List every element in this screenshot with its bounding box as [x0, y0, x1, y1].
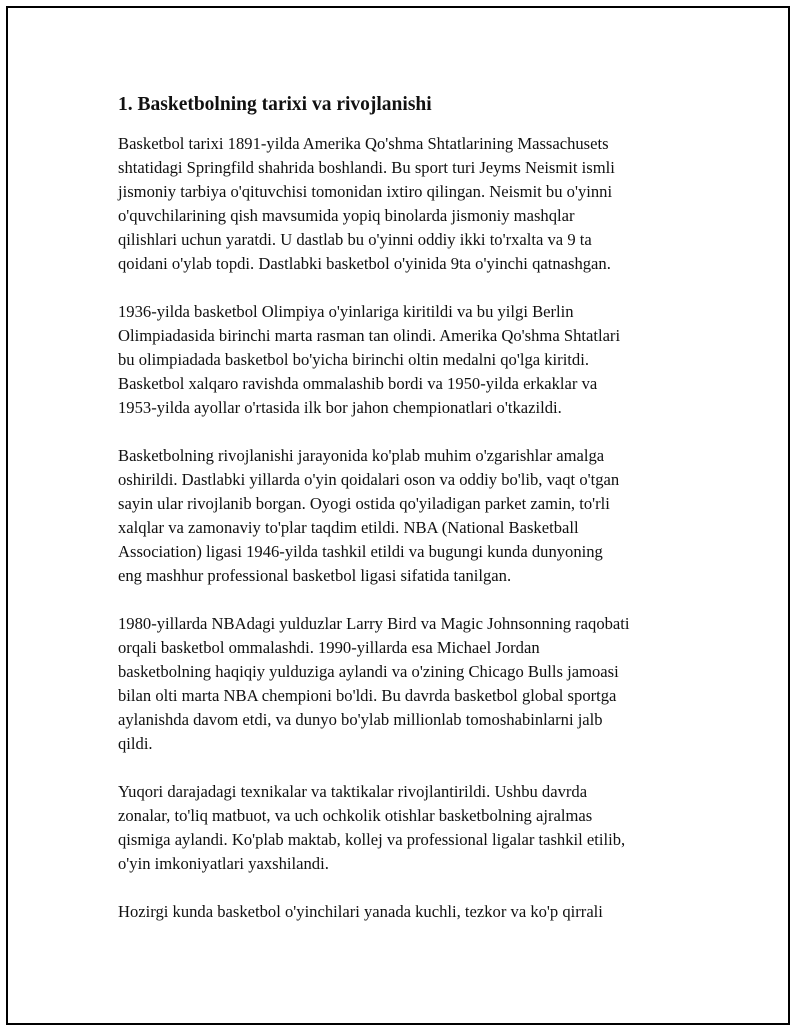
text-line: Olimpiadasida birinchi marta rasman tan olindi. Amerika Qo'shma Shtatlari — [118, 326, 621, 345]
text-line: qilishlari uchun yaratdi. U dastlab bu o'yinni oddiy ikki to'rxalta va 9 ta — [118, 230, 592, 249]
paragraph-tactics — [118, 780, 688, 876]
text-line: jismoniy tarbiya o'qituvchisi tomonidan ixtiro qilingan. Neismit bu o'yinni — [118, 182, 613, 201]
text-line: 1980-yillarda NBAdagi yulduzlar Larry Bird va Magic Johnsonning raqobati — [118, 614, 630, 633]
section-heading: 1. Basketbolning tarixi va rivojlanishi — [118, 94, 432, 115]
text-line: sayin ular rivojlanib borgan. Oyogi ostida qo'yiladigan parket zamin, to'rli — [118, 494, 610, 513]
text-line: qildi. — [118, 734, 153, 753]
paragraph-olympics — [118, 300, 688, 420]
text-line: orqali basketbol ommalashdi. 1990-yillarda esa Michael Jordan — [118, 638, 540, 657]
text-line: oshirildi. Dastlabki yillarda o'yin qoidalari oson va oddiy bo'lib, vaqt o'tgan — [118, 470, 620, 489]
text-line: eng mashhur professional basketbol ligasi sifatida tanilgan. — [118, 566, 512, 585]
paragraph-modern — [118, 900, 688, 924]
text-line: 1953-yilda ayollar o'rtasida ilk bor jahon chempionatlari o'tkazildi. — [118, 398, 562, 417]
paragraph-development — [118, 444, 688, 588]
text-line: shtatidagi Springfild shahrida boshlandi. Bu sport turi Jeyms Neismit ismli — [118, 158, 615, 177]
text-line: bilan olti marta NBA chempioni bo'ldi. Bu davrda basketbol global sportga — [118, 686, 617, 705]
text-line: Basketbolning rivojlanishi jarayonida ko'plab muhim o'zgarishlar amalga — [118, 446, 605, 465]
text-line: zonalar, to'liq matbuot, va uch ochkolik otishlar basketbolning ajralmas — [118, 806, 593, 825]
text-line: xalqlar va zamonaviy to'plar taqdim etildi. NBA (National Basketball — [118, 518, 579, 537]
text-line: qismiga aylandi. Ko'plab maktab, kollej va professional ligalar tashkil etilib, — [118, 830, 626, 849]
text-line: o'quvchilarining qish mavsumida yopiq binolarda jismoniy mashqlar — [118, 206, 575, 225]
text-line: o'yin imkoniyatlari yaxshilandi. — [118, 854, 329, 873]
document-body — [118, 92, 688, 948]
text-line: Yuqori darajadagi texnikalar va taktikalar rivojlantirildi. Ushbu davrda — [118, 782, 588, 801]
text-line: 1936-yilda basketbol Olimpiya o'yinlariga kiritildi va bu yilgi Berlin — [118, 302, 574, 321]
text-line: aylanishda davom etdi, va dunyo bo'ylab millionlab tomoshabinlarni jalb — [118, 710, 603, 729]
paragraph-history-origin — [118, 132, 688, 276]
text-line: Basketbol xalqaro ravishda ommalashib bordi va 1950-yilda erkaklar va — [118, 374, 598, 393]
text-line: Association) ligasi 1946-yilda tashkil etildi va bugungi kunda dunyoning — [118, 542, 603, 561]
text-line: Hozirgi kunda basketbol o'yinchilari yanada kuchli, tezkor va ko'p qirrali — [118, 902, 603, 921]
text-line: qoidani o'ylab topdi. Dastlabki basketbol o'yinida 9ta o'yinchi qatnashgan. — [118, 254, 611, 273]
text-line: Basketbol tarixi 1891-yilda Amerika Qo'shma Shtatlarining Massachusets — [118, 134, 609, 153]
text-line: basketbolning haqiqiy yulduziga aylandi va o'zining Chicago Bulls jamoasi — [118, 662, 619, 681]
paragraph-nba-stars — [118, 612, 688, 756]
text-line: bu olimpiadada basketbol bo'yicha birinchi oltin medalni qo'lga kiritdi. — [118, 350, 589, 369]
